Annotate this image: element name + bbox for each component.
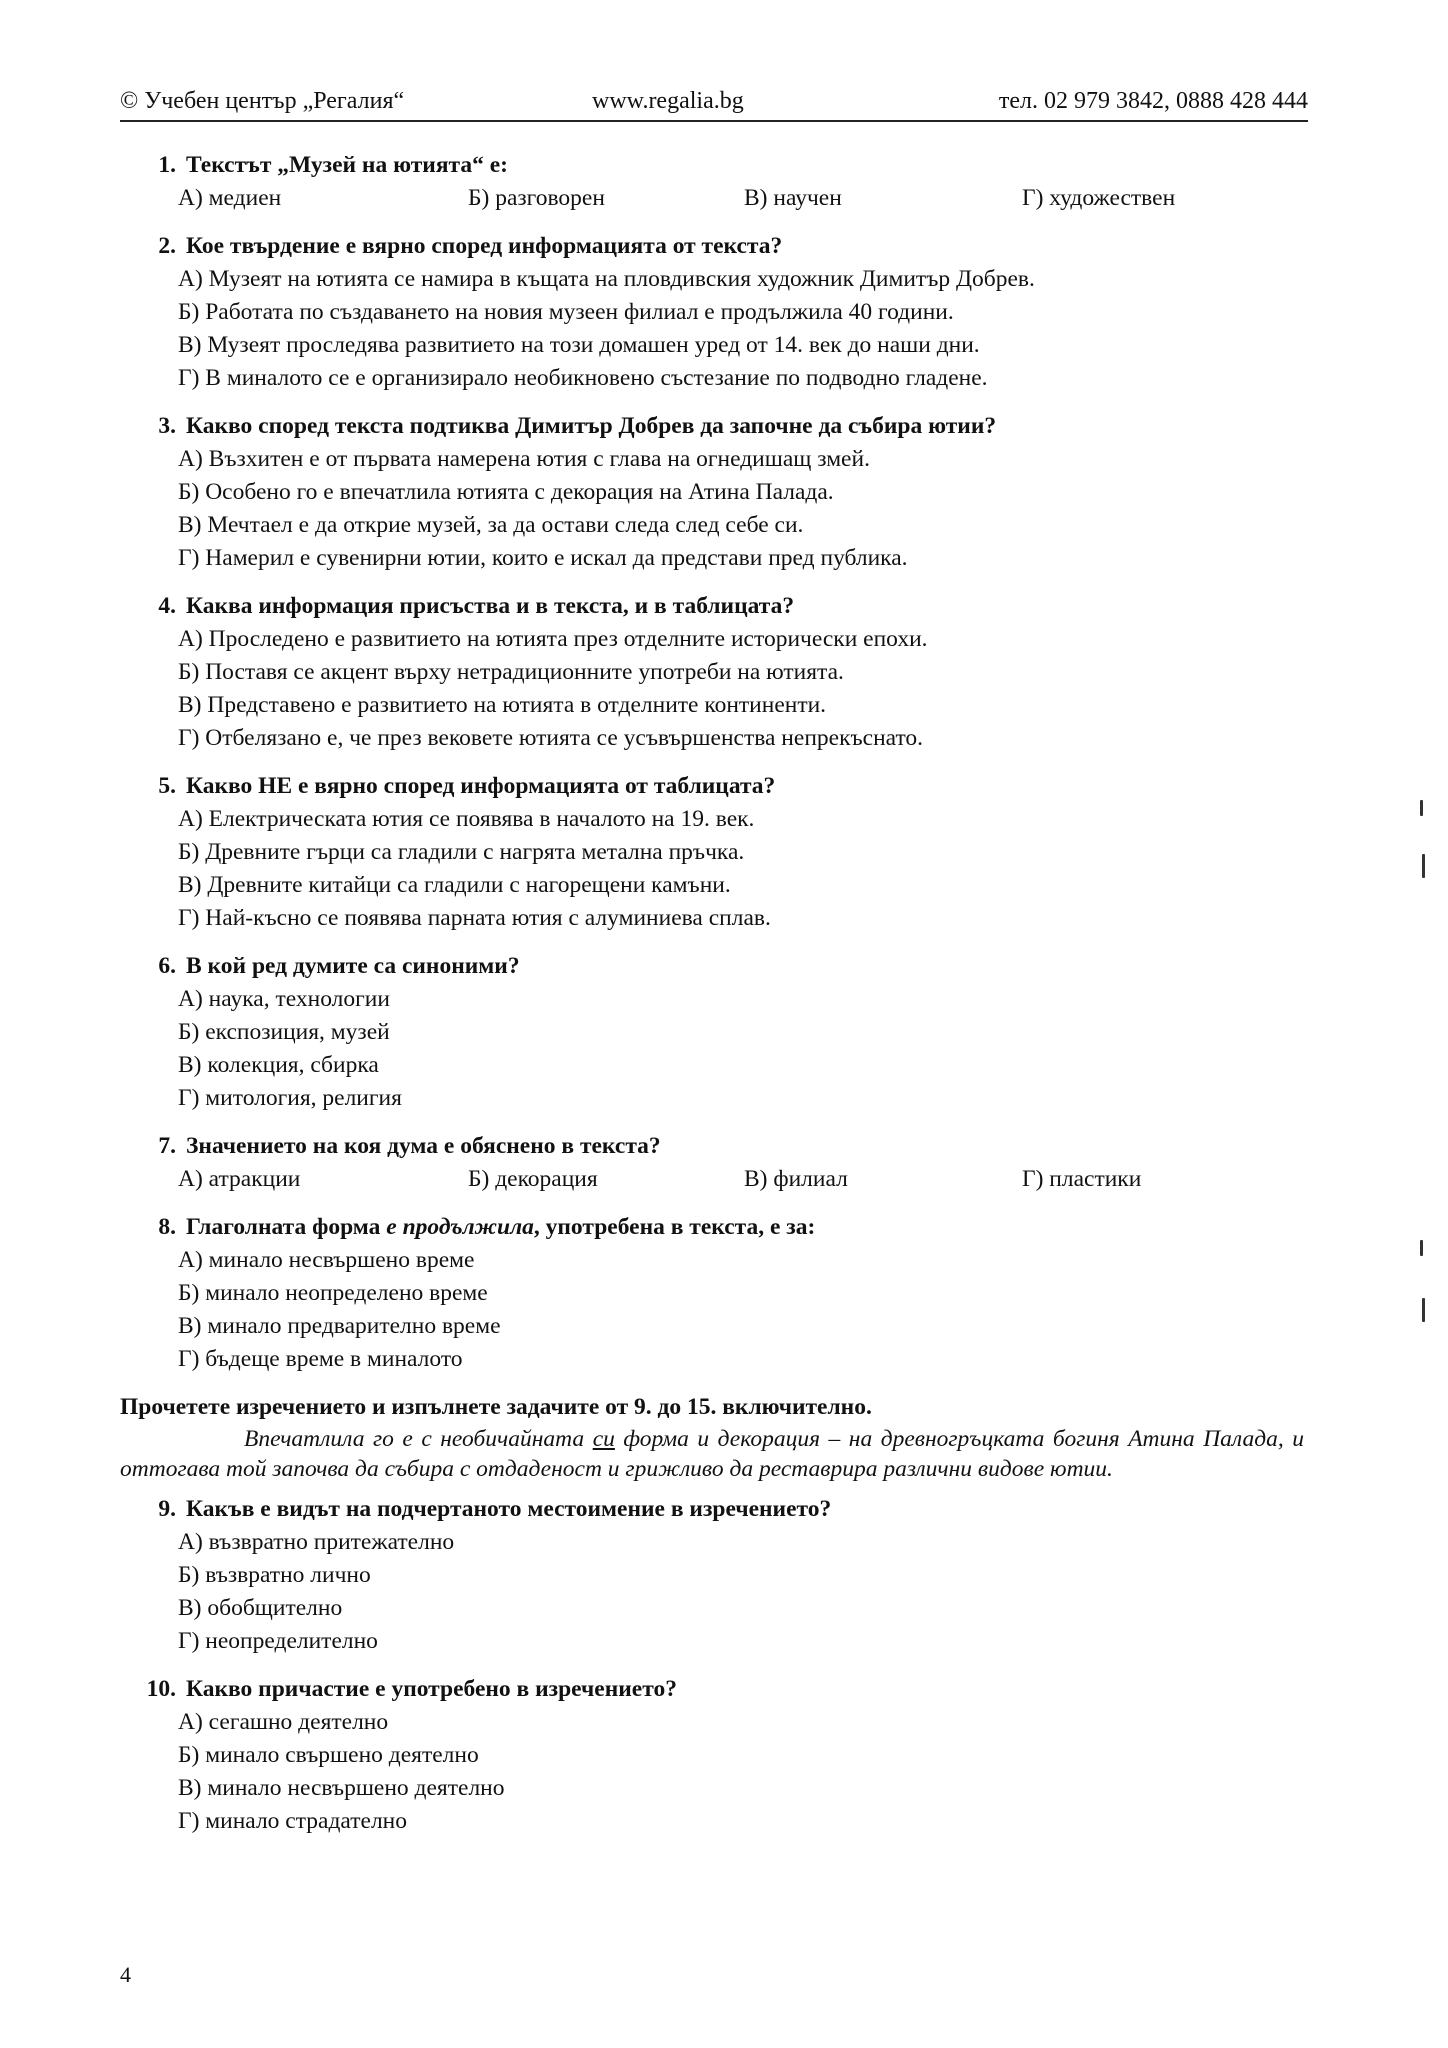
question-title bbox=[120, 409, 1310, 443]
question-title bbox=[120, 1492, 1310, 1526]
option-b[interactable]: Б) разговорен bbox=[468, 185, 605, 211]
question-10 bbox=[120, 1672, 1310, 1838]
passage-start: Впечатлила го е с необичайната bbox=[244, 1426, 593, 1452]
option-b[interactable]: Б) Работата по създаването на новия музеен филиал е продължила 40 години. bbox=[178, 299, 954, 325]
question-2 bbox=[120, 229, 1310, 395]
option-c[interactable]: В) Древните китайци са гладили с нагорещени камъни. bbox=[178, 872, 731, 898]
question-title bbox=[120, 148, 1310, 182]
question-text: Значението на коя дума е обяснено в текста? bbox=[186, 1133, 661, 1159]
option-d[interactable]: Г) художествен bbox=[1022, 185, 1176, 211]
question-number: 1. bbox=[158, 152, 176, 178]
question-text: Текстът „Музей на ютията“ е: bbox=[186, 152, 508, 178]
question-title bbox=[120, 1210, 1310, 1244]
option-b[interactable]: Б) Поставя се акцент върху нетрадиционните употреби на ютията. bbox=[178, 659, 844, 685]
question-9 bbox=[120, 1492, 1310, 1658]
option-d[interactable]: Г) митология, религия bbox=[178, 1085, 402, 1111]
question-number: 5. bbox=[158, 773, 176, 799]
option-c[interactable]: В) научен bbox=[744, 185, 842, 211]
option-d[interactable]: Г) неопределително bbox=[178, 1628, 378, 1654]
question-7 bbox=[120, 1129, 1310, 1196]
answer-options bbox=[120, 1163, 1310, 1196]
option-d[interactable]: Г) пластики bbox=[1022, 1166, 1142, 1192]
question-text: Какъв е видът на подчертаното местоимение в изречението? bbox=[186, 1496, 832, 1522]
option-d[interactable]: Г) Намерил е сувенирни ютии, които е искал да представи пред публика. bbox=[178, 545, 908, 571]
option-b[interactable]: Б) Древните гърци са гладили с нагрята метална пръчка. bbox=[178, 839, 745, 865]
option-d[interactable]: Г) минало страдателно bbox=[178, 1808, 407, 1834]
scan-mark bbox=[1420, 800, 1423, 816]
question-title bbox=[120, 1129, 1310, 1163]
question-number: 7. bbox=[158, 1133, 176, 1159]
question-6 bbox=[120, 949, 1310, 1115]
option-c[interactable]: В) филиал bbox=[744, 1166, 848, 1192]
question-text: Какво според текста подтиква Димитър Добрев да започне да събира ютии? bbox=[186, 413, 997, 439]
header-phone: тел. 02 979 3842, 0888 428 444 bbox=[998, 88, 1308, 114]
question-number: 3. bbox=[158, 413, 176, 439]
scan-mark bbox=[1422, 1298, 1425, 1322]
question-text: Какво НЕ е вярно според информацията от таблицата? bbox=[186, 773, 776, 799]
option-c[interactable]: В) колекция, сбирка bbox=[178, 1052, 379, 1078]
underlined-pronoun: си bbox=[592, 1426, 615, 1452]
source-sentence bbox=[120, 1424, 1310, 1484]
passage-end: форма и декорация – на древногръцката богиня Атина Палада, и оттогава той започва да събира с отдаденост и грижливо да реставрира различни видове ютии. bbox=[120, 1426, 1304, 1482]
option-b[interactable]: Б) експозиция, музей bbox=[178, 1019, 390, 1045]
question-text bbox=[186, 1210, 815, 1244]
answer-options bbox=[120, 1526, 1310, 1658]
question-text: Каква информация присъства и в текста, и в таблицата? bbox=[186, 593, 795, 619]
answer-options bbox=[120, 983, 1310, 1115]
question-title bbox=[120, 949, 1310, 983]
question-1 bbox=[120, 148, 1310, 215]
page-number: 4 bbox=[120, 1962, 131, 1987]
question-text-end: , употребена в текста, е за: bbox=[533, 1214, 816, 1240]
option-d[interactable]: Г) Отбелязано е, че през вековете ютията се усъвършенства непрекъснато. bbox=[178, 725, 924, 751]
option-b[interactable]: Б) възвратно лично bbox=[178, 1562, 371, 1588]
page-header bbox=[120, 86, 1308, 122]
option-a[interactable]: А) наука, технологии bbox=[178, 986, 390, 1012]
section-instruction: Прочетете изречението и изпълнете задачите от 9. до 15. включително. bbox=[120, 1394, 872, 1420]
answer-options bbox=[120, 1706, 1310, 1838]
question-title bbox=[120, 1672, 1310, 1706]
answer-options bbox=[120, 623, 1310, 755]
option-b[interactable]: Б) минало неопределено време bbox=[178, 1280, 488, 1306]
answer-options bbox=[120, 263, 1310, 395]
option-b[interactable]: Б) Особено го е впечатлила ютията с декорация на Атина Палада. bbox=[178, 479, 834, 505]
question-text-start: Глаголната форма bbox=[186, 1214, 387, 1240]
question-number: 8. bbox=[158, 1214, 176, 1240]
answer-options bbox=[120, 1244, 1310, 1376]
option-c[interactable]: В) Представено е развитието на ютията в отделните континенти. bbox=[178, 692, 827, 718]
header-website: www.regalia.bg bbox=[592, 88, 744, 114]
option-c[interactable]: В) минало несвършено деятелно bbox=[178, 1775, 505, 1801]
option-a[interactable]: А) Електрическата ютия се появява в началото на 19. век. bbox=[178, 806, 755, 832]
option-a[interactable]: А) минало несвършено време bbox=[178, 1247, 475, 1273]
option-c[interactable]: В) Музеят проследява развитието на този домашен уред от 14. век до наши дни. bbox=[178, 332, 980, 358]
option-a[interactable]: А) възвратно притежателно bbox=[178, 1529, 455, 1555]
scan-mark bbox=[1420, 1240, 1423, 1256]
question-3 bbox=[120, 409, 1310, 575]
question-text: В кой ред думите са синоними? bbox=[186, 953, 520, 979]
option-a[interactable]: А) Проследено е развитието на ютията през отделните исторически епохи. bbox=[178, 626, 928, 652]
question-title bbox=[120, 229, 1310, 263]
option-a[interactable]: А) Възхитен е от първата намерена ютия с глава на огнедишащ змей. bbox=[178, 446, 870, 472]
question-4 bbox=[120, 589, 1310, 755]
question-number: 4. bbox=[158, 593, 176, 619]
option-c[interactable]: В) минало предварително време bbox=[178, 1313, 501, 1339]
answer-options bbox=[120, 443, 1310, 575]
header-publisher: © Учебен център „Регалия“ bbox=[120, 88, 405, 114]
question-title bbox=[120, 769, 1310, 803]
question-number: 10. bbox=[146, 1676, 176, 1702]
option-c[interactable]: В) обобщително bbox=[178, 1595, 343, 1621]
question-8 bbox=[120, 1210, 1310, 1376]
question-title bbox=[120, 589, 1310, 623]
question-number: 6. bbox=[158, 953, 176, 979]
question-5 bbox=[120, 769, 1310, 935]
option-d[interactable]: Г) Най-късно се появява парната ютия с алуминиева сплав. bbox=[178, 905, 771, 931]
option-d[interactable]: Г) бъдеще време в миналото bbox=[178, 1346, 463, 1372]
option-b[interactable]: Б) минало свършено деятелно bbox=[178, 1742, 479, 1768]
option-d[interactable]: Г) В миналото се е организирало необикновено състезание по подводно гладене. bbox=[178, 365, 988, 391]
option-b[interactable]: Б) декорация bbox=[468, 1166, 598, 1192]
answer-options bbox=[120, 803, 1310, 935]
answer-options bbox=[120, 182, 1310, 215]
option-a[interactable]: А) Музеят на ютията се намира в къщата на пловдивския художник Димитър Добрев. bbox=[178, 266, 1035, 292]
question-number: 9. bbox=[158, 1496, 176, 1522]
option-a[interactable]: А) атракции bbox=[178, 1166, 301, 1192]
option-c[interactable]: В) Мечтаел е да открие музей, за да остави следа след себе си. bbox=[178, 512, 804, 538]
question-text: Кое твърдение е вярно според информацията от текста? bbox=[186, 233, 783, 259]
verb-form-emphasis: е продължила bbox=[386, 1214, 534, 1240]
question-number: 2. bbox=[158, 233, 176, 259]
option-a[interactable]: А) медиен bbox=[178, 185, 282, 211]
question-text: Какво причастие е употребено в изречението? bbox=[186, 1676, 677, 1702]
questions-content bbox=[120, 148, 1310, 1852]
scan-mark bbox=[1422, 854, 1425, 878]
option-a[interactable]: А) сегашно деятелно bbox=[178, 1709, 389, 1735]
